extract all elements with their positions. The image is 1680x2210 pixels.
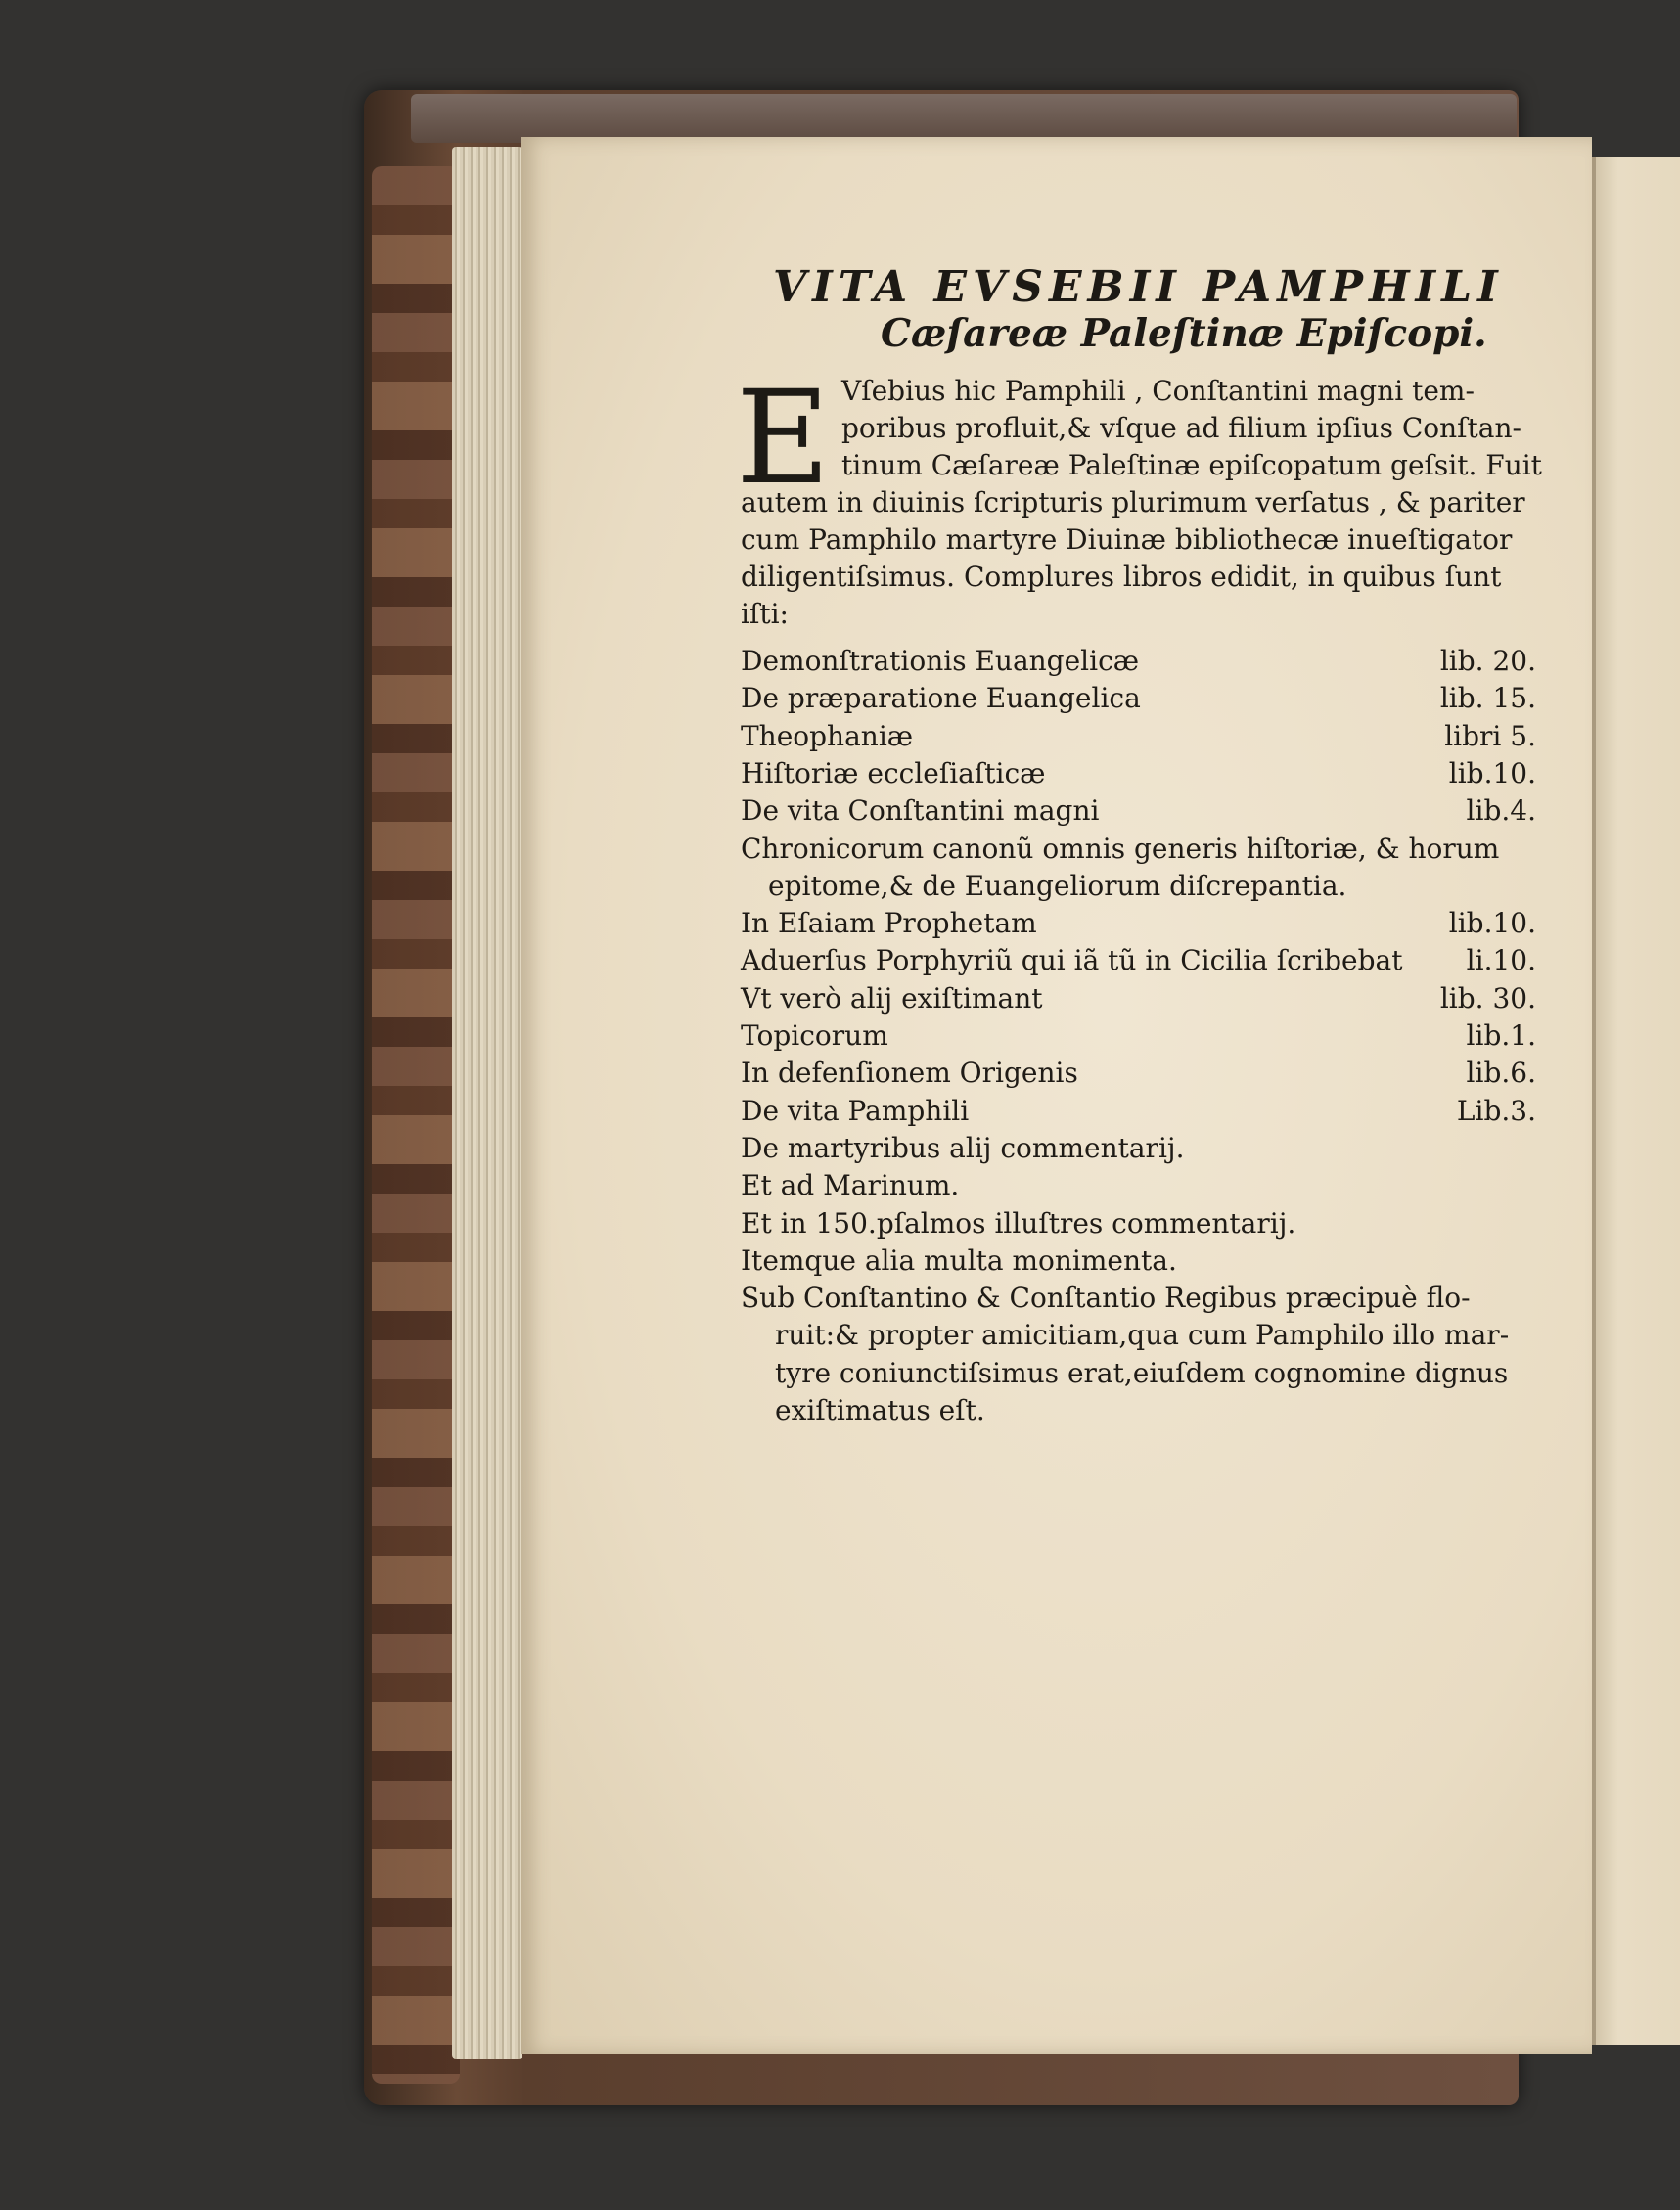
page-subtitle: Cæſareæ Paleſtinæ Epiſcopi. — [881, 311, 1487, 356]
intro-line: poribus profluit,& vſque ad filium ipſius Conſtan- — [841, 412, 1521, 444]
work-title: Hiſtoriæ eccleſiaſticæ — [741, 756, 1046, 789]
intro-line: autem in diuinis ſcripturis plurimum verſatus , & pariter — [741, 486, 1525, 519]
work-title: De martyribus alij commentarij. — [741, 1131, 1185, 1164]
drop-capital: E — [736, 363, 831, 514]
work-book-count: Lib.3. — [1456, 1094, 1536, 1127]
work-book-count: libri 5. — [1444, 719, 1536, 752]
work-title: De vita Pamphili — [741, 1094, 970, 1127]
intro-line: diligentiſsimus. Complures libros edidit, in quibus ſunt — [741, 561, 1502, 593]
intro-line: cum Pamphilo martyre Diuinæ bibliothecæ inueſtigator — [741, 523, 1513, 556]
work-book-count: li.10. — [1466, 944, 1536, 977]
page-title: VITA EVSEBII PAMPHILI — [773, 262, 1504, 312]
work-title: Et in 150.pſalmos illuſtres commentarij. — [741, 1206, 1296, 1240]
work-book-count: lib. 15. — [1439, 682, 1536, 715]
work-title: Demonſtrationis Euangelicæ — [741, 645, 1140, 677]
work-title: Topicorum — [741, 1019, 888, 1052]
work-book-count: lib.10. — [1448, 907, 1536, 940]
intro-line: Vſebius hic Pamphili , Conſtantini magni tem- — [841, 375, 1475, 407]
closing-line: exiſtimatus eſt. — [775, 1394, 985, 1426]
work-title: In defenſionem Origenis — [741, 1057, 1078, 1090]
work-book-count: lib. 20. — [1439, 645, 1536, 677]
closing-line: ruit:& propter amicitiam,qua cum Pamphilo illo mar- — [775, 1319, 1510, 1352]
work-book-count: lib.6. — [1466, 1057, 1536, 1090]
intro-line: iſti: — [741, 598, 789, 630]
work-title: De vita Conſtantini magni — [741, 794, 1100, 828]
gutter — [1592, 157, 1596, 2045]
page-block-edge — [452, 147, 522, 2059]
closing-line: Sub Conſtantino & Conſtantio Regibus præcipuè flo- — [741, 1282, 1471, 1315]
work-title: Chronicorum canonũ omnis generis hiſtoriæ, & horum — [741, 832, 1500, 865]
work-title: epitome,& de Euangeliorum diſcrepantia. — [768, 869, 1347, 902]
work-title: In Eſaiam Prophetam — [741, 907, 1037, 940]
work-book-count: lib.1. — [1466, 1019, 1536, 1052]
facing-page — [1592, 157, 1680, 2045]
closing-line: tyre coniunctiſsimus erat,eiuſdem cognomine dignus — [775, 1356, 1509, 1389]
work-title: Theophaniæ — [741, 719, 914, 752]
work-book-count: lib.10. — [1448, 756, 1536, 789]
work-title: Et ad Marinum. — [741, 1169, 960, 1202]
work-title: Vt verò alij exiſtimant — [741, 981, 1043, 1015]
work-book-count: lib. 30. — [1439, 981, 1536, 1015]
work-title: Itemque alia multa monimenta. — [741, 1243, 1177, 1277]
work-book-count: lib.4. — [1466, 794, 1536, 828]
worn-spine — [372, 166, 460, 2084]
work-title: Aduerſus Porphyriũ qui iã tũ in Cicilia ſcribebat — [741, 944, 1403, 977]
cover-top-edge — [411, 94, 1517, 143]
intro-line: tinum Cæſareæ Paleſtinæ epiſcopatum geſsit. Fuit — [841, 449, 1542, 481]
work-title: De præparatione Euangelica — [741, 682, 1141, 715]
